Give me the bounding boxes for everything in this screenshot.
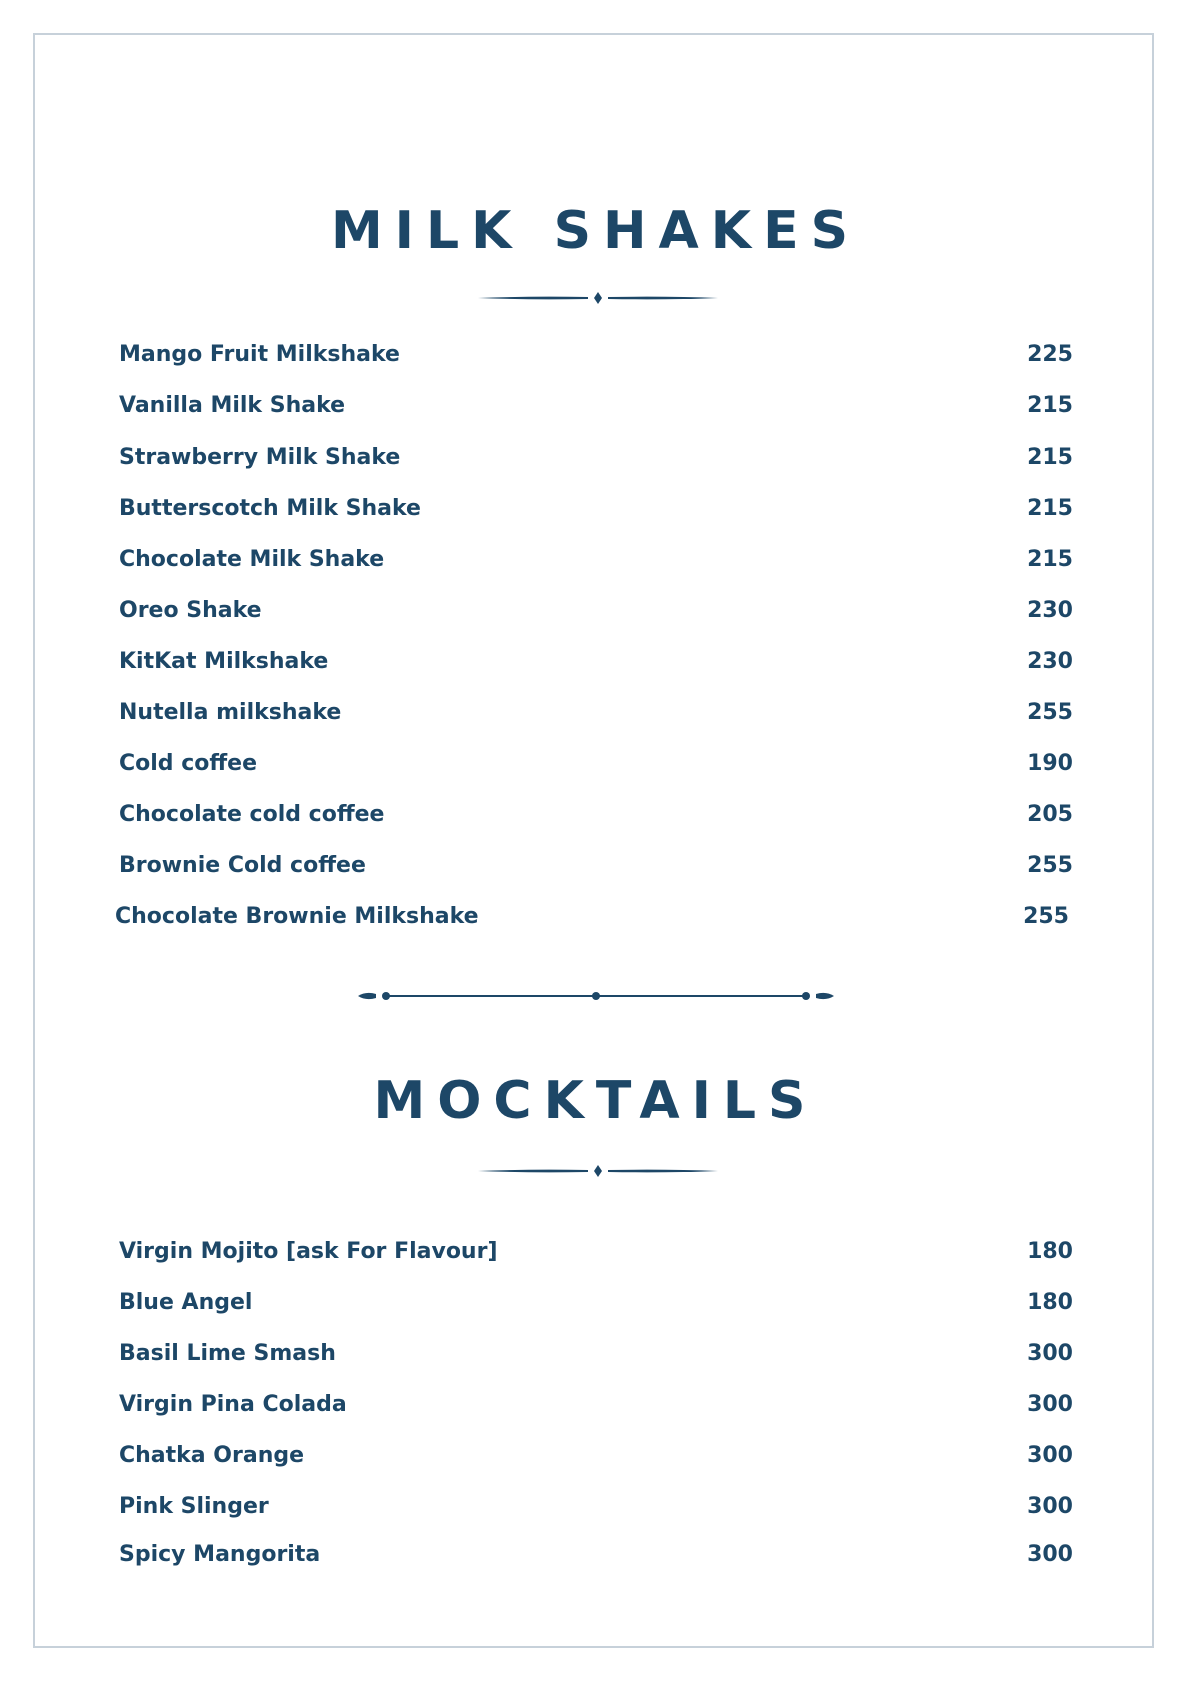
menu-item [119, 1337, 1073, 1369]
menu-item [119, 1490, 1073, 1522]
title-divider-ornament [478, 1164, 718, 1178]
menu-item [119, 1439, 1073, 1471]
item-price: 255 [1023, 903, 1069, 929]
item-name: Chatka Orange [119, 1442, 305, 1468]
item-name: Chocolate Milk Shake [119, 546, 385, 572]
menu-item [119, 543, 1073, 575]
item-price: 215 [1027, 495, 1073, 521]
item-name: Nutella milkshake [119, 699, 342, 725]
item-name: Pink Slinger [119, 1493, 269, 1519]
item-name: Cold coffee [119, 750, 258, 776]
item-price: 300 [1027, 1541, 1073, 1567]
item-price: 180 [1027, 1238, 1073, 1264]
item-name: Oreo Shake [119, 597, 262, 623]
item-name: Chocolate Brownie Milkshake [115, 903, 479, 929]
menu-item [119, 747, 1073, 779]
item-price: 180 [1027, 1289, 1073, 1315]
menu-item [119, 389, 1073, 421]
item-price: 255 [1027, 699, 1073, 725]
item-price: 255 [1027, 852, 1073, 878]
item-price: 300 [1027, 1442, 1073, 1468]
item-name: Mango Fruit Milkshake [119, 341, 400, 367]
section-title-mocktails: MOCKTAILS [373, 1071, 818, 1131]
title-divider-ornament [478, 291, 718, 305]
item-name: Chocolate cold coffee [119, 801, 385, 827]
item-price: 205 [1027, 801, 1073, 827]
section-divider-ornament [358, 984, 834, 1008]
menu-item [119, 441, 1073, 473]
menu-item [119, 1538, 1073, 1570]
item-name: Virgin Mojito [ask For Flavour] [119, 1238, 498, 1264]
item-price: 300 [1027, 1340, 1073, 1366]
menu-item [119, 338, 1073, 370]
item-name: KitKat Milkshake [119, 648, 329, 674]
item-name: Basil Lime Smash [119, 1340, 336, 1366]
menu-item [119, 798, 1073, 830]
item-price: 215 [1027, 444, 1073, 470]
item-price: 215 [1027, 392, 1073, 418]
item-name: Spicy Mangorita [119, 1541, 321, 1567]
item-price: 230 [1027, 597, 1073, 623]
menu-item [119, 1286, 1073, 1318]
section-title-milk-shakes: MILK SHAKES [330, 201, 861, 261]
item-name: Strawberry Milk Shake [119, 444, 401, 470]
menu-item [119, 696, 1073, 728]
item-name: Brownie Cold coffee [119, 852, 366, 878]
item-price: 190 [1027, 750, 1073, 776]
menu-item [115, 900, 1069, 932]
menu-item [119, 1235, 1073, 1267]
item-name: Butterscotch Milk Shake [119, 495, 421, 521]
item-price: 300 [1027, 1493, 1073, 1519]
menu-item [119, 1388, 1073, 1420]
item-name: Vanilla Milk Shake [119, 392, 346, 418]
menu-item [119, 849, 1073, 881]
item-price: 300 [1027, 1391, 1073, 1417]
item-price: 215 [1027, 546, 1073, 572]
item-name: Blue Angel [119, 1289, 253, 1315]
item-price: 225 [1027, 341, 1073, 367]
menu-item [119, 594, 1073, 626]
item-price: 230 [1027, 648, 1073, 674]
item-name: Virgin Pina Colada [119, 1391, 347, 1417]
menu-item [119, 492, 1073, 524]
menu-item [119, 645, 1073, 677]
